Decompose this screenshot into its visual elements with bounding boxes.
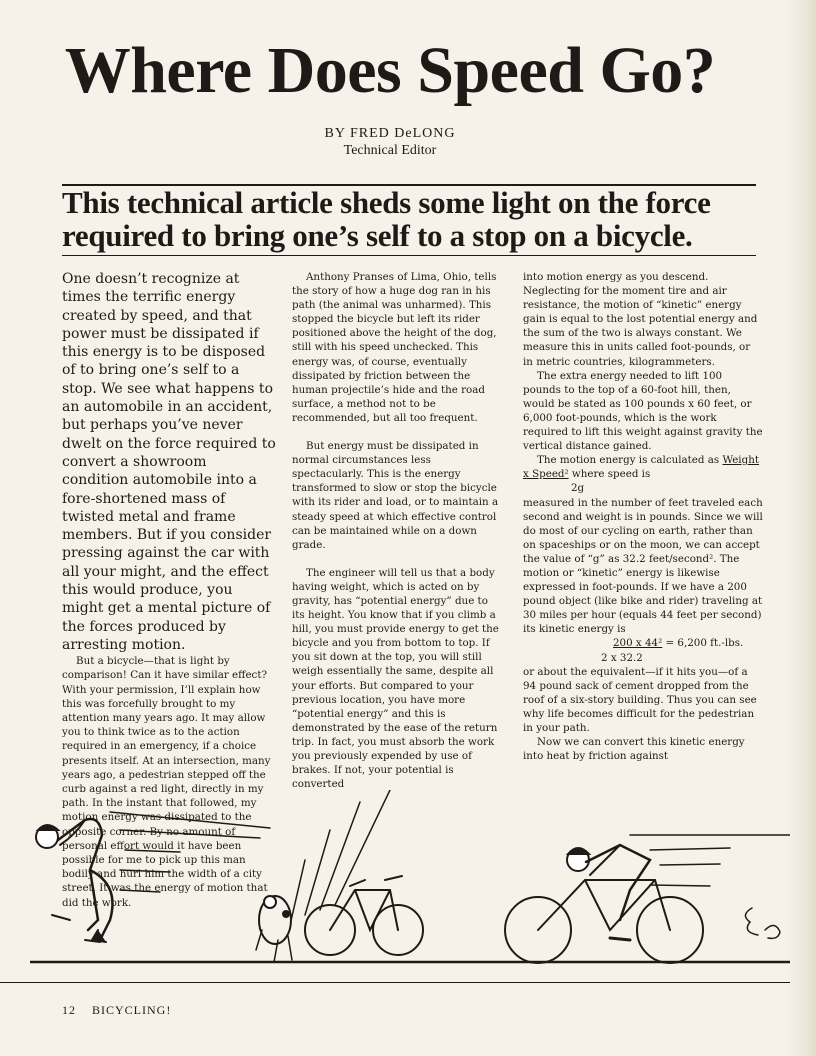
formula-result: = 6,200 ft.-lbs. <box>662 637 744 650</box>
paragraph: into motion energy as you descend. Neglecting for the moment tire and air resistance, the motion of “kinetic” energy gain is equal to the lost potential energy and the sum of the two is always constant. We measure this in units called foot-pounds, or in metric countries, kilogrammeters. <box>523 271 758 368</box>
page-edge-shadow <box>786 0 816 1056</box>
deck-rule-bottom <box>62 255 756 256</box>
paragraph: The engineer will tell us that a body having weight, which is acted on by gravity, has “potential energy” due to its height. You know that if you climb a hill, you must provide energy to get the bicycle and you from bottom to top. If you sit down at the top, you will still weigh essentially the same, despite all your efforts. But compared to your previous location, you have more “potential energy” and this is demonstrated by the ease of the return trip. In fact, you must absorb the work you previously expended by use of brakes. If not, your potential is converted <box>292 566 499 791</box>
rider-on-bicycle <box>505 845 703 963</box>
speed-lines-left <box>110 812 270 892</box>
text: The motion energy is calculated as <box>537 454 720 467</box>
formula-denominator: 2 x 32.2 <box>601 651 643 664</box>
paragraph: measured in the number of feet traveled each second and weight is in pounds. Since we will do most of our cycling on earth, rather than on spaceships or on the moon, we can accept the value of “g” as 32.2 feet/second². The motion or “kinetic” energy is likewise expressed in foot-pounds. If we have a 200 pound object (like bike and rider) traveling at 30 miles per hour (equals 44 feet per second) its kinetic energy is <box>523 496 763 636</box>
byline <box>0 126 780 160</box>
footer-rule <box>0 982 790 983</box>
formula-denominator: 2g <box>571 482 585 495</box>
speed-lines-right <box>630 835 790 886</box>
bicycle-left <box>305 876 423 955</box>
author-role: Technical Editor <box>343 142 437 158</box>
paragraph: But a bicycle—that is light by comparison! Can it have similar effect? With your permission, I’ll explain how this was forcefully brought to my attention many years ago. It may allow you to think twice as to the action required in an emergency, if a choice presents itself. At an intersection, many years ago, a pedestrian stepped off the curb against a red light, directly in my path. In the instant that followed, my motion energy was dissipated to the opposite corner. By no amount of personal effort would it have been possible for me to pick up this man bodily and hurl him the width of a city street. It was the energy of motion that did the work. <box>62 655 271 909</box>
paragraph: The extra energy needed to lift 100 pounds to the top of a 60-foot hill, then, would be stated as 100 pounds x 60 feet, or 6,000 foot-pounds, which is the work required to lift this weight against gravity the vertical distance gained. <box>523 369 763 453</box>
paragraph: But energy must be dissipated in normal circumstances less spectacularly. This is the energy transformed to slow or stop the bicycle with its rider and load, or to maintain a steady speed at which effective control can be maintained while on a down grade. <box>292 440 499 551</box>
paragraph-equation <box>523 453 763 481</box>
column-3 <box>523 270 763 763</box>
deck: This technical article sheds some light on the force required to bring one’s self to a stop on a bicycle. <box>62 185 711 253</box>
page-number: 12 <box>62 1003 76 1017</box>
column-2 <box>292 270 502 791</box>
text: where speed is <box>571 468 651 481</box>
magazine-name: BICYCLING! <box>92 1003 172 1017</box>
lead-paragraph: One doesn’t recognize at times the terrific energy created by speed, and that power must be dissipated if this energy is to be disposed of to bring one’s self to a stop. We see what happens to an automobile in an accident, but perhaps you’ve never dwelt on the force required to convert a showroom condition automobile into a fore-shortened mass of twisted metal and frame members. But if you consider pressing against the car with all your might, and the effect this would produce, you might get a mental picture of the forces produced by arresting motion. <box>62 271 276 653</box>
impact-lines <box>290 790 390 925</box>
dog-figure <box>256 896 292 962</box>
author: BY FRED DeLONG <box>324 126 456 141</box>
page-footer <box>62 1003 171 1018</box>
paragraph: or about the equivalent—if it hits you—of a 94 pound sack of cement dropped from the roof of a six-story building. Thus you can see why life becomes difficult for the pedestrian in your path. <box>523 665 757 734</box>
article-title: Where Does Speed Go? <box>64 34 716 107</box>
falling-rider-figure <box>36 819 113 942</box>
paragraph: Now we can convert this kinetic energy into heat by friction against <box>523 736 745 763</box>
cartoon-illustration <box>30 790 790 970</box>
formula-numerator: Weight x Speed² <box>523 454 759 481</box>
paragraph: Anthony Pranses of Lima, Ohio, tells the story of how a huge dog ran in his path (the animal was unharmed). This stopped the bicycle but left its rider positioned above the height of the dog, still with his speed unchecked. This energy was, of course, eventually dissipated by friction between the human projectile’s hide and the road surface, a method not to be recommended, but all too frequent. <box>292 271 497 424</box>
formula-line <box>523 636 763 650</box>
formula-numerator: 200 x 44² <box>613 637 663 650</box>
artist-signature <box>745 908 780 938</box>
